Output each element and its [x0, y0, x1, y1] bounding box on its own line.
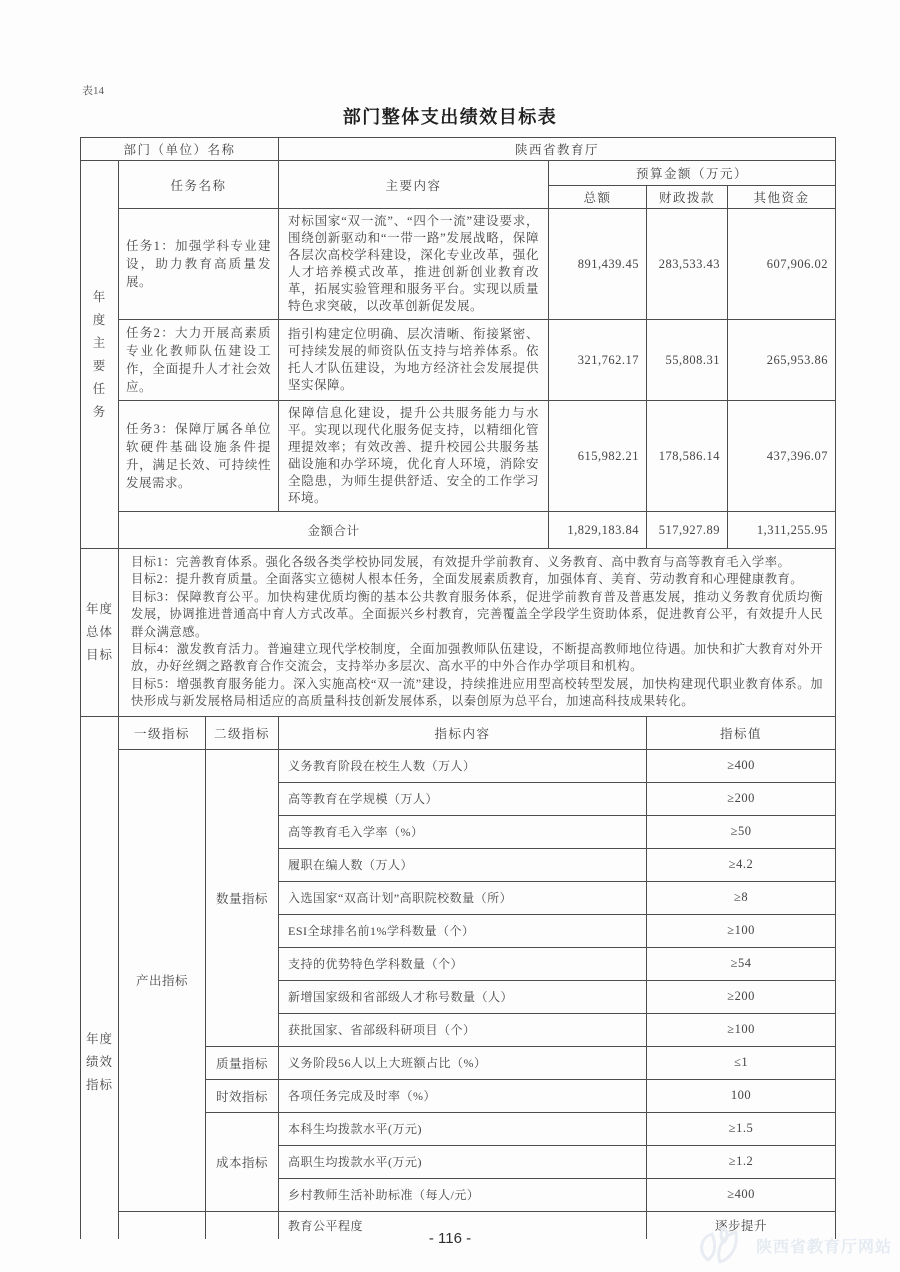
task1-fiscal: 283,533.43	[647, 209, 728, 320]
kpi-value: ≥100	[647, 1013, 836, 1046]
section-label-annual-kpi	[81, 716, 119, 1239]
sum-label: 金额合计	[119, 512, 549, 549]
col-header-other: 其他资金	[728, 186, 836, 209]
kpi-content: 高等教育在学规模（万人）	[279, 782, 647, 815]
kpi-content: 本科生均拨款水平(万元)	[279, 1112, 647, 1145]
annual-tasks-label-line: 年 度	[92, 289, 107, 327]
dept-name-label: 部门（单位）名称	[81, 138, 279, 161]
kpi-value: 逐步提升	[647, 1211, 836, 1239]
task2-name: 任务2：大力开展高素质专业化教师队伍建设工作，全面提升人才社会效应。	[119, 320, 279, 401]
kpi-level2-cost: 成本指标	[206, 1112, 279, 1211]
page-number: - 116 -	[428, 1230, 472, 1247]
kpi-content: 各项任务完成及时率（%）	[279, 1079, 647, 1112]
kpi-content: ESI全球排名前1%学科数量（个）	[279, 914, 647, 947]
kpi-value: ≥8	[647, 881, 836, 914]
col-header-main-content: 主要内容	[279, 161, 549, 209]
kpi-row	[81, 749, 836, 782]
kpi-col-level1: 一级指标	[119, 716, 206, 749]
sum-other: 1,311,255.95	[728, 512, 836, 549]
col-header-total: 总额	[549, 186, 647, 209]
kpi-value: ≥200	[647, 782, 836, 815]
annual-tasks-label-line: 主 要	[92, 335, 107, 373]
kpi-content: 义务阶段56人以上大班额占比（%）	[279, 1046, 647, 1079]
task3-content: 保障信息化建设，提升公共服务能力与水平。实现以现代化服务促支持，以精细化管理提效率；有效改善、提升校园公共服务基础设施和办学环境，优化育人环境，消除安全隐患，为师生提供舒适、安全的工作学习环境。	[279, 401, 549, 512]
kpi-value: ≤1	[647, 1046, 836, 1079]
kpi-value: ≥1.2	[647, 1145, 836, 1178]
table-row-task2	[81, 320, 836, 401]
kpi-value: 100	[647, 1079, 836, 1112]
goal-5: 目标5：增强教育服务能力。深入实施高校“双一流”建设，持续推进应用型高校转型发展，加快构建现代职业教育体系。加快形成与新发展格局相适应的高质量科技创新发展体系，以秦创原为总平台，加速高科技成果转化。	[131, 676, 824, 709]
task2-total: 321,762.17	[549, 320, 647, 401]
table-row	[81, 161, 836, 186]
kpi-value: ≥1.5	[647, 1112, 836, 1145]
goal-2: 目标2：提升教育质量。全面落实立德树人根本任务，全面发展素质教育，加强体育、美育、劳动教育和心理健康教育。	[131, 572, 804, 587]
kpi-content: 新增国家级和省部级人才称号数量（人）	[279, 980, 647, 1013]
kpi-content: 支持的优势特色学科数量（个）	[279, 947, 647, 980]
kpi-value: ≥400	[647, 749, 836, 782]
task1-total: 891,439.45	[549, 209, 647, 320]
kpi-level2-quantity: 数量指标	[206, 749, 279, 1046]
table-row	[81, 138, 836, 161]
goal-3: 目标3：保障教育公平。加快构建优质均衡的基本公共教育服务体系，促进学前教育普及普惠发展，推动义务教育优质均衡发展，协调推进普通高中育人方式改革。全面振兴乡村教育，完善覆盖全学段学生资助体系，促进教育公平，有效提升人民群众满意感。	[131, 589, 824, 639]
annual-kpi-label-line: 绩效	[85, 1055, 113, 1070]
table-row-goals	[81, 549, 836, 717]
table-row-sum	[81, 512, 836, 549]
task3-total: 615,982.21	[549, 401, 647, 512]
dept-name-value: 陕西省教育厅	[279, 138, 836, 161]
goal-1: 目标1：完善教育体系。强化各级各类学校协同发展，有效提升学前教育、义务教育、高中教育与高等教育毛入学率。	[131, 555, 791, 569]
kpi-value: ≥54	[647, 947, 836, 980]
sheet-label: 表14	[82, 85, 104, 97]
kpi-level2-quality: 质量指标	[206, 1046, 279, 1079]
kpi-value: ≥50	[647, 815, 836, 848]
kpi-content: 入选国家“双高计划”高职院校数量（所）	[279, 881, 647, 914]
kpi-col-value: 指标值	[647, 716, 836, 749]
kpi-content: 义务教育阶段在校生人数（万人）	[279, 749, 647, 782]
kpi-content: 乡村教师生活补助标准（每人/元）	[279, 1178, 647, 1211]
task2-other: 265,953.86	[728, 320, 836, 401]
task3-name: 任务3：保障厅属各单位软硬件基础设施条件提升，满足长效、可持续性发展需求。	[119, 401, 279, 512]
task2-fiscal: 55,808.31	[647, 320, 728, 401]
task2-content: 指引构建定位明确、层次清晰、衔接紧密、可持续发展的师资队伍支持与培养体系。依托人才队伍建设，为地方经济社会发展提供坚实保障。	[279, 320, 549, 401]
sum-fiscal: 517,927.89	[647, 512, 728, 549]
kpi-value: ≥4.2	[647, 848, 836, 881]
performance-target-table	[80, 137, 836, 1239]
kpi-value: ≥200	[647, 980, 836, 1013]
kpi-level1-output: 产出指标	[119, 749, 206, 1211]
table-row-kpi-header	[81, 716, 836, 749]
kpi-content: 履职在编人数（万人）	[279, 848, 647, 881]
col-header-budget-group: 预算金额（万元）	[549, 161, 836, 186]
task3-other: 437,396.07	[728, 401, 836, 512]
kpi-value: ≥100	[647, 914, 836, 947]
annual-goals-label-line: 目标	[85, 647, 113, 662]
table-row-task1	[81, 209, 836, 320]
task1-other: 607,906.02	[728, 209, 836, 320]
kpi-content: 教育公平程度	[279, 1211, 647, 1239]
kpi-col-content: 指标内容	[279, 716, 647, 749]
annual-goals-label-line: 总体	[85, 624, 113, 639]
watermark-text: 陕西省教育厅网站	[755, 1238, 892, 1256]
section-label-annual-tasks	[81, 161, 119, 549]
sum-total: 1,829,183.84	[549, 512, 647, 549]
watermark	[694, 1222, 892, 1268]
col-header-fiscal: 财政拨款	[647, 186, 728, 209]
kpi-level2-timeliness: 时效指标	[206, 1079, 279, 1112]
annual-kpi-label-line: 年度	[85, 1032, 113, 1047]
kpi-content: 高等教育毛入学率（%）	[279, 815, 647, 848]
leaf-logo-icon	[694, 1222, 752, 1268]
task1-content: 对标国家“双一流”、“四个一流”建设要求，围绕创新驱动和“一带一路”发展战略，保障各层次高校学科建设，深化专业改革，强化人才培养模式改革，推进创新创业教育改革，拓展实验管理和服务平台。实现以质量特色求突破，以改革创新促发展。	[279, 209, 549, 320]
annual-goals-label-line: 年度	[85, 601, 113, 616]
col-header-task-name: 任务名称	[119, 161, 279, 209]
annual-tasks-label-line: 任 务	[92, 381, 107, 419]
table-row-task3	[81, 401, 836, 512]
goal-4: 目标4：激发教育活力。普遍建立现代学校制度，全面加强教师队伍建设，不断提高教师地位待遇。加快和扩大教育对外开放，办好丝绸之路教育合作交流会，支持举办多层次、高水平的中外合作办学项目和机构。	[131, 642, 824, 674]
task3-fiscal: 178,586.14	[647, 401, 728, 512]
page-title: 部门整体支出绩效目标表	[342, 107, 558, 127]
kpi-content: 高职生均拨款水平(万元)	[279, 1145, 647, 1178]
kpi-col-level2: 二级指标	[206, 716, 279, 749]
annual-goals-text	[119, 549, 836, 717]
task1-name: 任务1：加强学科专业建设，助力教育高质量发展。	[119, 209, 279, 320]
annual-kpi-label-line: 指标	[85, 1078, 113, 1093]
kpi-content: 获批国家、省部级科研项目（个）	[279, 1013, 647, 1046]
section-label-annual-goals	[81, 549, 119, 717]
kpi-value: ≥400	[647, 1178, 836, 1211]
